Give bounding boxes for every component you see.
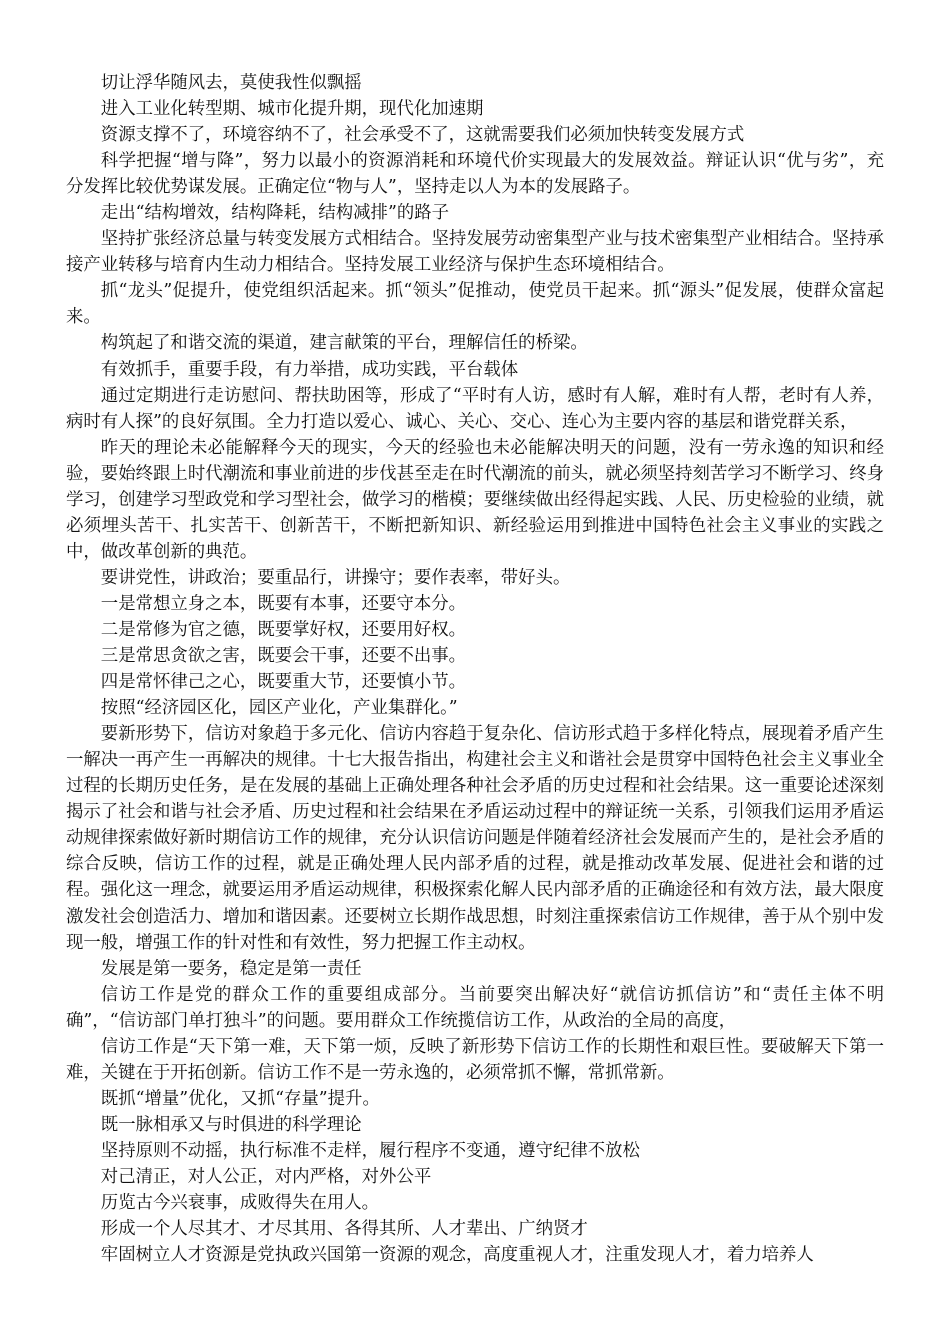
paragraph: 信访工作是党的群众工作的重要组成部分。当前要突出解决好“就信访抓信访”和“责任主体不明确”，“信访部门单打独斗”的问题。要用群众工作统揽信访工作，从政治的全局的高度， xyxy=(66,984,884,1031)
paragraph: 三是常思贪欲之害，既要会干事，还要不出事。 xyxy=(100,646,467,667)
paragraph: 坚持扩张经济总量与转变发展方式相结合。坚持发展劳动密集型产业与技术密集型产业相结合。坚持承接产业转移与培育内生动力相结合。坚持发展工业经济与保护生态环境相结合。 xyxy=(66,229,884,276)
document-body xyxy=(66,70,884,1268)
paragraph: 坚持原则不动摇，执行标准不走样，履行程序不变通，遵守纪律不放松 xyxy=(100,1140,640,1161)
paragraph: 要讲党性，讲政治；要重品行，讲操守；要作表率，带好头。 xyxy=(100,567,571,588)
paragraph: 二是常修为官之德，既要掌好权，还要用好权。 xyxy=(100,619,467,640)
paragraph: 有效抓手，重要手段，有力举措，成功实践，平台载体 xyxy=(100,359,519,380)
paragraph: 要新形势下，信访对象趋于多元化、信访内容趋于复杂化、信访形式趋于多样化特点，展现着矛盾产生一解决一再产生一再解决的规律。十七大报告指出，构建社会主义和谐社会是贯穿中国特色社会主义事业全过程的长期历史任务，是在发展的基础上正确处理各种社会矛盾的历史过程和社会结果。这一重要论述深刻揭示了社会和谐与社会矛盾、历史过程和社会结果在矛盾运动过程中的辩证统一关系，引领我们运用矛盾运动规律探索做好新时期信访工作的规律，充分认识信访问题是伴随着经济社会发展而产生的，是社会矛盾的综合反映，信访工作的过程，就是正确处理人民内部矛盾的过程，就是推动改革发展、促进社会和谐的过程。强化这一理念，就要运用矛盾运动规律，积极探索化解人民内部矛盾的正确途径和有效方法，最大限度激发社会创造活力、增加和谐因素。还要树立长期作战思想，时刻注重探索信访工作规律，善于从个别中发现一般，增强工作的针对性和有效性，努力把握工作主动权。 xyxy=(66,724,884,953)
paragraph: 进入工业化转型期、城市化提升期，现代化加速期 xyxy=(100,99,484,120)
paragraph: 信访工作是“天下第一难，天下第一烦，反映了新形势下信访工作的长期性和艰巨性。要破解天下第一难，关键在于开拓创新。信访工作不是一劳永逸的，必须常抓不懈，常抓常新。 xyxy=(66,1036,884,1083)
paragraph: 切让浮华随风去，莫使我性似飘摇 xyxy=(100,73,362,93)
paragraph: 形成一个人尽其才、才尽其用、各得其所、人才辈出、广纳贤才 xyxy=(100,1219,588,1240)
paragraph: 牢固树立人才资源是党执政兴国第一资源的观念，高度重视人才，注重发现人才，着力培养人 xyxy=(100,1245,814,1266)
paragraph: 既抓“增量”优化，又抓“存量”提升。 xyxy=(100,1088,380,1109)
paragraph: 发展是第一要务，稳定是第一责任 xyxy=(100,958,362,979)
paragraph: 科学把握“增与降”，努力以最小的资源消耗和环境代价实现最大的发展效益。辩证认识“优与劣”，充分发挥比较优势谋发展。正确定位“物与人”，坚持走以人为本的发展路子。 xyxy=(66,151,884,198)
paragraph: 历览古今兴衰事，成败得失在用人。 xyxy=(100,1193,380,1214)
paragraph: 走出“结构增效，结构降耗，结构减排”的路子 xyxy=(100,203,450,224)
paragraph: 昨天的理论未必能解释今天的现实，今天的经验也未必能解决明天的问题，没有一劳永逸的知识和经验，要始终跟上时代潮流和事业前进的步伐甚至走在时代潮流的前头，就必须坚持刻苦学习不断学习、终身学习，创建学习型政党和学习型社会，做学习的楷模；要继续做出经得起实践、人民、历史检验的业绩，就必须埋头苦干、扎实苦干、创新苦干，不断把新知识、新经验运用到推进中国特色社会主义事业的实践之中，做改革创新的典范。 xyxy=(66,437,884,562)
paragraph: 既一脉相承又与时俱进的科学理论 xyxy=(100,1114,362,1135)
paragraph: 按照“经济园区化，园区产业化，产业集群化。” xyxy=(100,698,458,719)
paragraph: 一是常想立身之本，既要有本事，还要守本分。 xyxy=(100,593,467,614)
paragraph: 对己清正，对人公正，对内严格，对外公平 xyxy=(100,1166,432,1187)
paragraph: 四是常怀律己之心，既要重大节，还要慎小节。 xyxy=(100,672,467,693)
paragraph: 抓“龙头”促提升，使党组织活起来。抓“领头”促推动，使党员干起来。抓“源头”促发展，使群众富起来。 xyxy=(66,281,884,328)
paragraph: 通过定期进行走访慰问、帮扶助困等，形成了“平时有人访，感时有人解，难时有人帮，老时有人养，病时有人探”的良好氛围。全力打造以爱心、诚心、关心、交心、连心为主要内容的基层和谐党群关系， xyxy=(66,385,884,432)
paragraph: 构筑起了和谐交流的渠道，建言献策的平台，理解信任的桥梁。 xyxy=(100,333,588,354)
paragraph: 资源支撑不了，环境容纳不了，社会承受不了，这就需要我们必须加快转变发展方式 xyxy=(100,125,745,146)
